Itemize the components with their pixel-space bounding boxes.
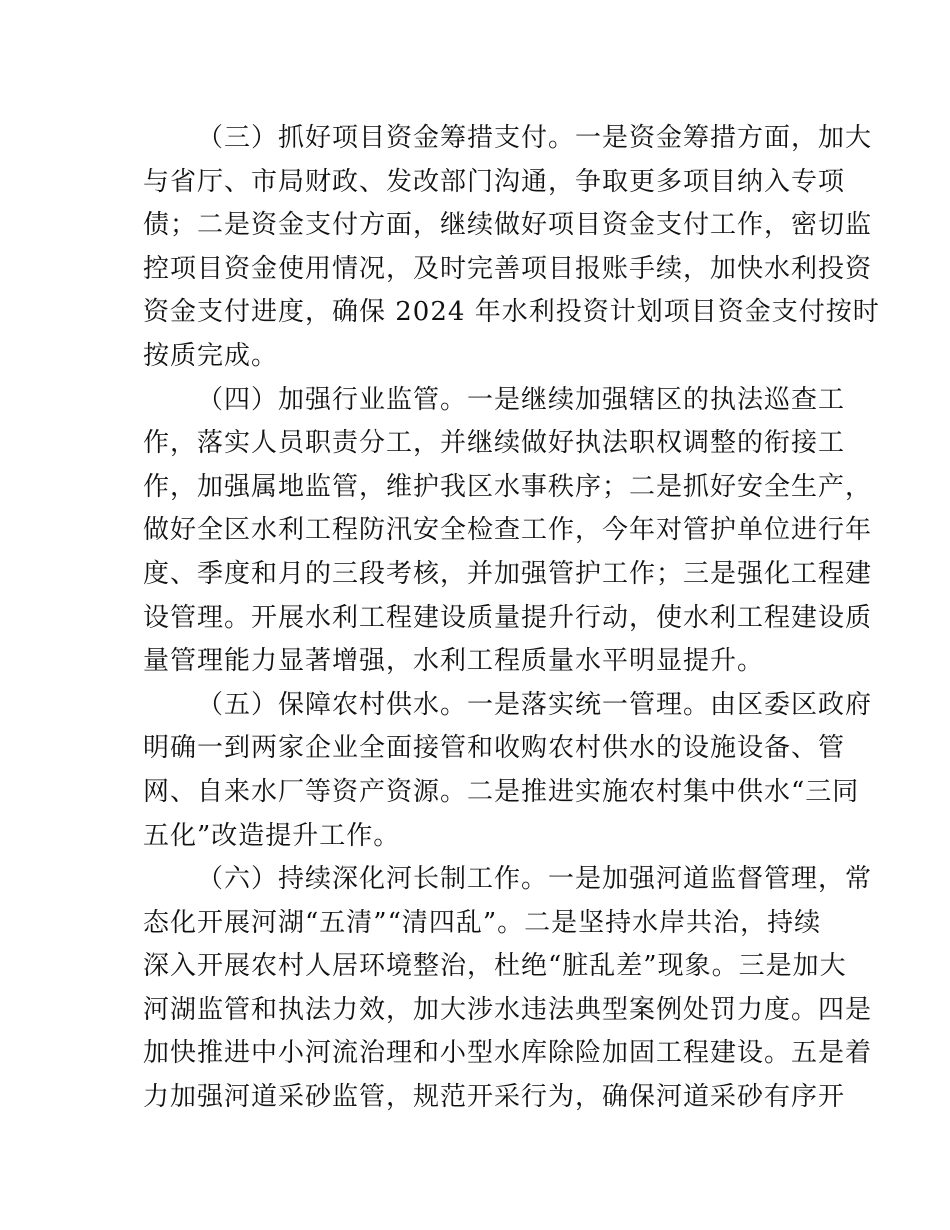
paragraph-line: （三）抓好项目资金筹措支付。一是资金筹措方面，加大 (197, 123, 873, 153)
paragraph-line: 作，落实人员职责分工，并继续做好执法职权调整的衔接工 (143, 428, 846, 459)
paragraph-line: 做好全区水利工程防汛安全检查工作，今年对管护单位进行年 (143, 515, 873, 546)
paragraph-line: 深入开展农村人居环境整治，杜绝“脏乱差”现象。三是加大 (143, 951, 847, 982)
paragraph-line: （五）保障农村供水。一是落实统一管理。由区委区政府 (197, 689, 873, 720)
paragraph-line: 加快推进中小河流治理和小型水库除险加固工程建设。五是着 (143, 1038, 873, 1069)
paragraph-line: 五化”改造提升工作。 (143, 820, 401, 851)
paragraph-line: 资金支付进度，确保 2024 年水利投资计划项目资金支付按时 (143, 297, 880, 328)
paragraph-5 (143, 684, 873, 858)
paragraph-line: 度、季度和月的三段考核，并加强管护工作；三是强化工程建 (143, 558, 873, 589)
paragraph-line: 与省厅、市局财政、发改部门沟通，争取更多项目纳入专项 (143, 166, 846, 197)
paragraph-4 (143, 379, 873, 684)
paragraph-line: 网、自来水厂等资产资源。二是推进实施农村集中供水“三同 (143, 776, 860, 807)
paragraph-line: （六）持续深化河长制工作。一是加强河道监督管理，常 (197, 864, 873, 895)
paragraph-line: 河湖监管和执法力效，加大涉水违法典型案例处罚力度。四是 (143, 994, 873, 1025)
document-body (143, 117, 880, 1120)
paragraph-line: 态化开展河湖“五清”“清四乱”。二是坚持水岸共治，持续 (143, 907, 822, 938)
paragraph-line: 控项目资金使用情况，及时完善项目报账手续，加快水利投资 (143, 253, 873, 284)
paragraph-6 (143, 858, 873, 1120)
paragraph-line: 力加强河道采砂监管，规范开采行为，确保河道采砂有序开 (143, 1082, 846, 1113)
paragraph-line: 作，加强属地监管，维护我区水事秩序；二是抓好安全生产， (143, 471, 873, 502)
paragraph-line: 量管理能力显著增强，水利工程质量水平明显提升。 (143, 646, 765, 677)
paragraph-line: 按质完成。 (143, 340, 279, 371)
paragraph-3 (143, 117, 880, 379)
paragraph-line: 明确一到两家企业全面接管和收购农村供水的设施设备、管 (143, 733, 846, 764)
paragraph-line: 债；二是资金支付方面，继续做好项目资金支付工作，密切监 (143, 210, 873, 241)
paragraph-line: 设管理。开展水利工程建设质量提升行动，使水利工程建设质 (143, 602, 873, 633)
paragraph-line: （四）加强行业监管。一是继续加强辖区的执法巡查工 (197, 384, 846, 415)
